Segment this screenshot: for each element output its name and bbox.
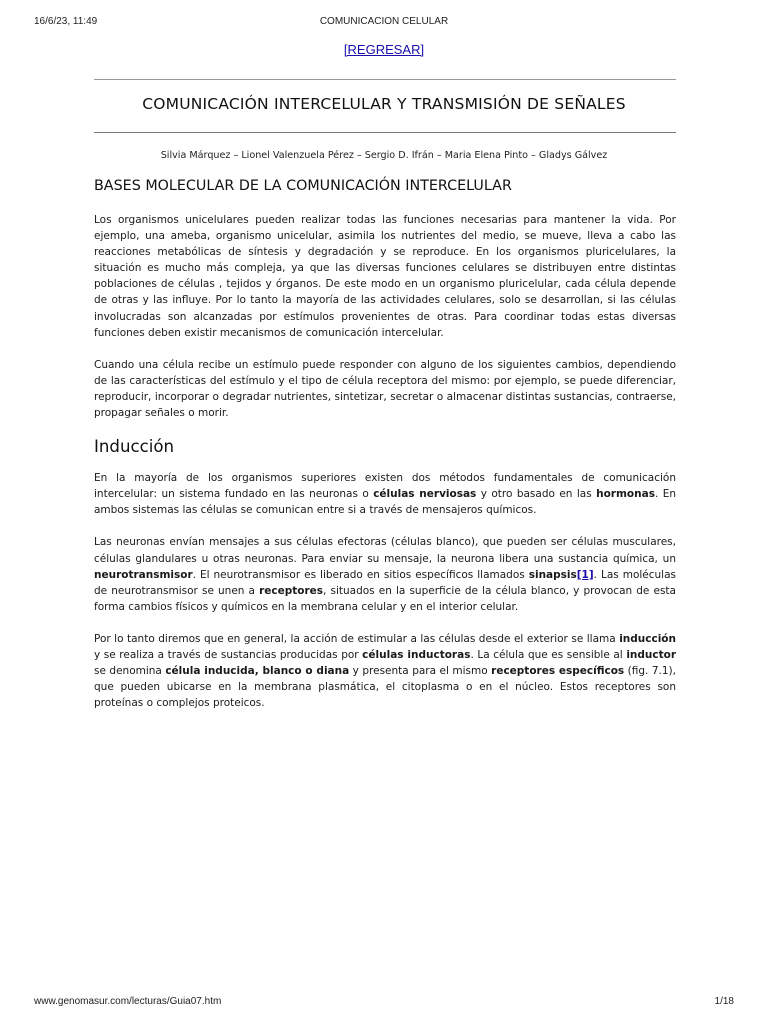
- p5-text-a: Por lo tanto diremos que en general, la acción de estimular a las células desde el exterior se llama: [94, 632, 620, 645]
- p4-text-e: , situados en la superficie de la célula blanco, y provocan de esta forma cambios físicos y químicos en la membrana celular y en el interior celular.: [94, 584, 676, 613]
- paragraph-5: [94, 631, 676, 711]
- print-header: [34, 16, 734, 30]
- p4-text-d: . Las moléculas de neurotransmisor se unen a: [94, 568, 676, 597]
- p5-text-f: y presenta para el mismo: [349, 665, 492, 678]
- paragraph-3: [94, 470, 676, 518]
- back-link-container: [0, 42, 768, 57]
- page-number: 1/18: [714, 996, 734, 1007]
- regresar-link[interactable]: [REGRESAR]: [343, 42, 425, 57]
- paragraph-4: [94, 534, 676, 614]
- p5-text-g: (fig. 7.1), que pueden ubicarse en la membrana plasmática, el citoplasma o en el núcleo. Estos receptores son proteínas o complejos proteicos.: [94, 665, 676, 710]
- p5-bold-celula-inducida: célula inducida, blanco o diana: [165, 665, 350, 678]
- p5-bold-inductor: inductor: [626, 648, 677, 661]
- p3-bold-celulas-nerviosas: células nerviosas: [373, 488, 477, 501]
- p3-text-d: . En ambos sistemas las células se comunican entre si a través de mensajeros químicos.: [94, 488, 676, 517]
- top-divider: [94, 79, 676, 80]
- p3-text-a: En la mayoría de los organismos superiores existen dos métodos fundamentales de comunicación intercelular: un sistema fundado en las neuronas o: [94, 472, 676, 501]
- p5-bold-induccion: inducción: [619, 632, 676, 645]
- p5-text-c: y se realiza a través de sustancias producidas por: [94, 648, 363, 661]
- title-divider: [94, 132, 676, 133]
- p4-bold-receptores: receptores: [259, 584, 324, 597]
- print-url: www.genomasur.com/lecturas/Guia07.htm: [34, 996, 222, 1007]
- p4-bold-sinapsis: sinapsis: [528, 568, 577, 581]
- subheading-induccion: Inducción: [94, 437, 174, 457]
- p5-bold-receptores-especificos: receptores específicos: [491, 665, 625, 678]
- document-title: COMUNICACIÓN INTERCELULAR Y TRANSMISIÓN DE SEÑALES: [142, 95, 626, 113]
- article-body: [94, 178, 676, 727]
- print-footer: [34, 996, 734, 1010]
- authors-line: Silvia Márquez – Lionel Valenzuela Pérez – Sergio D. Ifrán – Maria Elena Pinto – Gladys Gálvez: [160, 150, 608, 161]
- footnote-1-link[interactable]: [1]: [576, 568, 594, 581]
- p4-text-c: . El neurotransmisor es liberado en sitios específicos llamados: [192, 568, 529, 581]
- section-title: BASES MOLECULAR DE LA COMUNICACIÓN INTERCELULAR: [94, 178, 512, 194]
- print-date: 16/6/23, 11:49: [34, 16, 98, 27]
- print-page-title: COMUNICACION CELULAR: [319, 16, 449, 27]
- p5-text-d: . La célula que es sensible al: [470, 648, 627, 661]
- p4-text-a: Las neuronas envían mensajes a sus células efectoras (células blanco), que pueden ser células musculares, células glandulares u otras neuronas. Para enviar su mensaje, la neurona libera una sustancia química, un: [94, 536, 676, 565]
- p4-bold-neurotransmisor: neurotransmisor: [94, 568, 193, 581]
- p5-bold-celulas-inductoras: células inductoras: [362, 648, 471, 661]
- paragraph-1: Los organismos unicelulares pueden realizar todas las funciones necesarias para mantener la vida. Por ejemplo, una ameba, organismo unicelular, asimila los nutrientes del medio, se mueve, lleva a cabo las reacciones metabólicas de síntesis y degradación y se reproduce. En los organismos pluricelulares, la situación es mucho más compleja, ya que las diversas funciones celulares se distribuyen entre distintas poblaciones de células , tejidos y órganos. De este modo en un organismo pluricelular, cada célula depende de otras y las influye. Por lo tanto la mayoría de las actividades celulares, solo se desarrollan, si las células involucradas son alcanzadas por estímulos provenientes de otras. Para coordinar todas estas diversas funciones deben existir mecanismos de comunicación intercelular.: [94, 214, 676, 339]
- p3-text-c: y otro basado en las: [476, 488, 597, 501]
- p5-text-e: se denomina: [94, 665, 166, 678]
- paragraph-2: Cuando una célula recibe un estímulo puede responder con alguno de los siguientes cambios, dependiendo de las características del estímulo y el tipo de célula receptora del mismo: por ejemplo, se puede diferenciar, reproducir, incorporar o degradar nutrientes, sintetizar, secretar o almacenar distintas sustancias, contraerse, propagar señales o morir.: [94, 358, 676, 420]
- p3-bold-hormonas: hormonas: [596, 488, 655, 501]
